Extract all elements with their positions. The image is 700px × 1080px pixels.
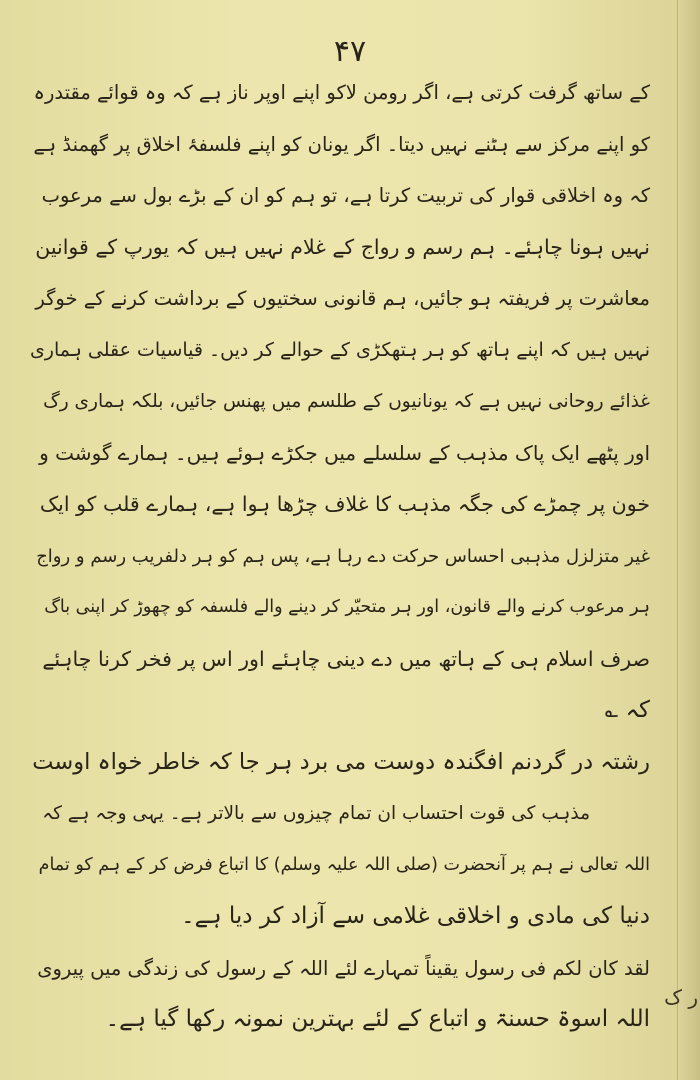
page-edge: [677, 0, 700, 1080]
text-line: نہیں ہونا چاہئے۔ ہم رسم و رواج کے غلام نہیں ہیں کہ یورپ کے قوانین: [35, 234, 650, 259]
text-line: اللہ تعالی نے ہم پر آنحضرت (صلی اللہ علیہ وسلم) کا اتباع فرض کر کے ہم کو تمام: [38, 854, 650, 875]
text-line: کو اپنے مرکز سے ہٹنے نہیں دیتا۔ اگر یونان کو اپنے فلسفۂ اخلاق پر گھمنڈ ہے: [33, 132, 650, 156]
page-number: ۴۷: [333, 34, 367, 69]
page-body: [30, 80, 650, 1059]
text-line: خون پر چمڑے کی جگہ مذہب کا غلاف چڑھا ہوا ہے، ہمارے قلب کو ایک: [39, 492, 650, 516]
text-line: کے ساتھ گرفت کرتی ہے، اگر رومن لاکو اپنے اوپر ناز ہے کہ وہ قوائے مقتدرہ: [33, 81, 650, 104]
text-line: ہر مرعوب کرنے والے قانون، اور ہر متحیّر کر دینے والے فلسفہ کو چھوڑ کر اپنی باگ: [44, 597, 650, 617]
text-line: کہ وہ اخلاقی قوار کی تربیت کرتا ہے، تو ہم کو ان کے بڑے بول سے مرعوب: [41, 184, 650, 207]
text-line: نہیں ہیں کہ اپنے ہاتھ کو ہر ہتھکڑی کے حوالے کر دیں۔ قیاسیات عقلی ہماری: [29, 338, 650, 361]
text-line: غیر متزلزل مذہبی احساس حرکت دے رہا ہے، پس ہم کو ہر دلفریب رسم و رواج: [36, 545, 650, 567]
text-line: مذہب کی قوت احتساب ان تمام چیزوں سے بالاتر ہے۔ یہی وجہ ہے کہ: [42, 803, 590, 824]
text-line: معاشرت پر فریفتہ ہو جائیں، ہم قانونی سختیوں کے برداشت کرنے کے خوگر: [35, 287, 650, 310]
text-line: دنیا کی مادی و اخلاقی غلامی سے آزاد کر دیا ہے۔: [181, 903, 650, 929]
margin-note: ر ک: [664, 985, 698, 1009]
quran-verse-line: لقد کان لکم فی رسول یقیناً تمہارے لئے اللہ کے رسول کی زندگی میں پیروی: [37, 956, 650, 980]
quran-verse-line: اللہ اسوۃ حسنۃ و اتباع کے لئے بہترین نمونہ رکھا گیا ہے۔: [105, 1006, 650, 1032]
text-line: غذائے روحانی نہیں ہے کہ یونانیوں کے طلسم میں پھنس جائیں، بلکہ ہماری رگ: [43, 391, 650, 412]
text-line: اور پٹھے ایک پاک مذہب کے سلسلے میں جکڑے ہوئے ہیں۔ ہمارے گوشت و: [39, 440, 650, 465]
text-line: صرف اسلام ہی کے ہاتھ میں دے دینی چاہئے اور اس پر فخر کرنا چاہئے: [42, 646, 650, 671]
poetry-verse: رشتہ در گردنم افگندہ دوست می برد ہر جا کہ خاطر خواہ اوست: [32, 748, 650, 775]
text-line: کہ ؎: [604, 697, 650, 723]
